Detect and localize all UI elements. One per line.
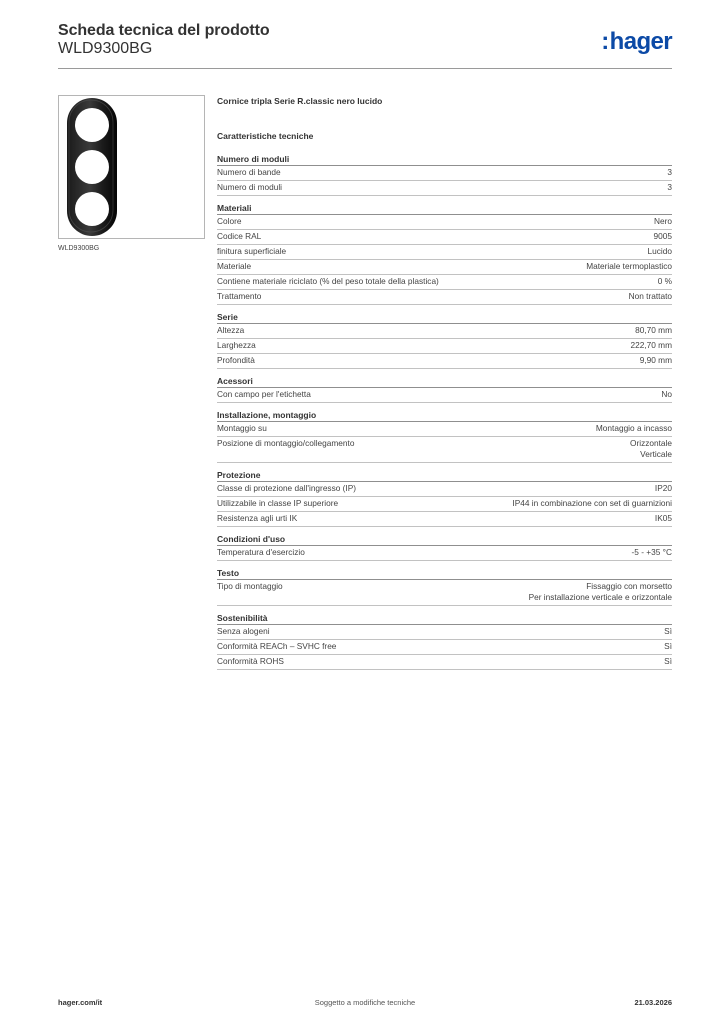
spec-value: -5 - +35 °C	[631, 547, 672, 557]
spec-label: Materiale	[217, 261, 252, 271]
spec-sections	[217, 153, 672, 670]
spec-label: Profondità	[217, 355, 255, 365]
spec-row	[217, 388, 672, 403]
header-divider	[58, 68, 672, 69]
spec-value: Fissaggio con morsetto Per installazione verticale e orizzontale	[528, 581, 672, 602]
spec-value: Orizzontale Verticale	[630, 438, 672, 459]
spec-row	[217, 324, 672, 339]
spec-label: Senza alogeni	[217, 626, 270, 636]
spec-value: Sì	[664, 656, 672, 666]
spec-value: 9,90 mm	[639, 355, 672, 365]
spec-label: Classe di protezione dall'ingresso (IP)	[217, 483, 357, 493]
section-title: Sostenibilità	[217, 612, 672, 625]
spec-section	[217, 469, 672, 527]
spec-value: 80,70 mm	[635, 325, 672, 335]
section-title: Numero di moduli	[217, 153, 672, 166]
spec-row	[217, 655, 672, 670]
spec-section	[217, 375, 672, 403]
spec-value: 3	[667, 167, 672, 177]
spec-label: Colore	[217, 216, 242, 226]
spec-value: Lucido	[647, 246, 672, 256]
spec-value: 222,70 mm	[630, 340, 672, 350]
spec-section	[217, 533, 672, 561]
spec-row	[217, 181, 672, 196]
spec-label: Conformità REACh – SVHC free	[217, 641, 337, 651]
spec-value: 3	[667, 182, 672, 192]
spec-label: finitura superficiale	[217, 246, 287, 256]
section-title: Installazione, montaggio	[217, 409, 672, 422]
spec-row	[217, 437, 672, 463]
spec-row	[217, 215, 672, 230]
spec-value: Sì	[664, 626, 672, 636]
spec-value: Nero	[654, 216, 672, 226]
spec-label: Montaggio su	[217, 423, 267, 433]
spec-row	[217, 245, 672, 260]
section-title: Protezione	[217, 469, 672, 482]
spec-row	[217, 260, 672, 275]
spec-value: 0 %	[657, 276, 672, 286]
section-title: Materiali	[217, 202, 672, 215]
product-name: Cornice tripla Serie R.classic nero lucido	[217, 96, 383, 106]
spec-row	[217, 339, 672, 354]
spec-row	[217, 482, 672, 497]
spec-label: Con campo per l'etichetta	[217, 389, 311, 399]
spec-row	[217, 640, 672, 655]
spec-label: Resistenza agli urti IK	[217, 513, 298, 523]
hager-logo	[601, 28, 672, 56]
spec-label: Temperatura d'esercizio	[217, 547, 305, 557]
spec-row	[217, 512, 672, 527]
product-image	[58, 95, 205, 239]
spec-row	[217, 625, 672, 640]
spec-value: IK05	[654, 513, 672, 523]
triple-frame-image-icon	[59, 96, 204, 238]
spec-content	[217, 96, 672, 670]
spec-row	[217, 497, 672, 512]
spec-row	[217, 230, 672, 245]
spec-label: Conformità ROHS	[217, 656, 284, 666]
spec-label: Numero di bande	[217, 167, 281, 177]
logo-text: hager	[609, 28, 672, 55]
spec-row	[217, 166, 672, 181]
spec-value: Non trattato	[628, 291, 672, 301]
spec-label: Tipo di montaggio	[217, 581, 283, 591]
spec-section	[217, 567, 672, 606]
spec-section	[217, 202, 672, 305]
spec-label: Numero di moduli	[217, 182, 283, 192]
spec-label: Posizione di montaggio/collegamento	[217, 438, 355, 448]
spec-value: No	[661, 389, 672, 399]
spec-row	[217, 354, 672, 369]
image-caption: WLD9300BG	[58, 245, 100, 252]
product-code-heading: WLD9300BG	[58, 40, 153, 57]
spec-row	[217, 580, 672, 606]
spec-value: Montaggio a incasso	[595, 423, 672, 433]
spec-row	[217, 290, 672, 305]
section-title: Condizioni d'uso	[217, 533, 672, 546]
spec-section	[217, 612, 672, 670]
spec-value: 9005	[653, 231, 672, 241]
spec-section	[217, 153, 672, 196]
spec-row	[217, 546, 672, 561]
section-title: Acessori	[217, 375, 672, 388]
spec-label: Codice RAL	[217, 231, 262, 241]
spec-row	[217, 275, 672, 290]
footer-date: 21.03.2026	[634, 998, 672, 1007]
spec-value: Materiale termoplastico	[586, 261, 672, 271]
spec-value: IP44 in combinazione con set di guarnizioni	[512, 498, 672, 508]
spec-value: Sì	[664, 641, 672, 651]
spec-section	[217, 409, 672, 463]
footer-website-link[interactable]: hager.com/it	[58, 998, 103, 1007]
spec-label: Contiene materiale riciclato (% del peso totale della plastica)	[217, 276, 439, 286]
spec-label: Utilizzabile in classe IP superiore	[217, 498, 339, 508]
spec-row	[217, 422, 672, 437]
page-header	[58, 20, 672, 70]
section-title: Serie	[217, 311, 672, 324]
spec-label: Trattamento	[217, 291, 262, 301]
logo-colon-icon: :	[601, 28, 609, 55]
document-title: Scheda tecnica del prodotto	[58, 22, 270, 39]
tech-specs-heading: Caratteristiche tecniche	[217, 131, 314, 141]
section-title: Testo	[217, 567, 672, 580]
spec-label: Larghezza	[217, 340, 256, 350]
footer-note: Soggetto a modifiche tecniche	[314, 998, 416, 1007]
spec-label: Altezza	[217, 325, 245, 335]
spec-value: IP20	[654, 483, 672, 493]
spec-section	[217, 311, 672, 369]
